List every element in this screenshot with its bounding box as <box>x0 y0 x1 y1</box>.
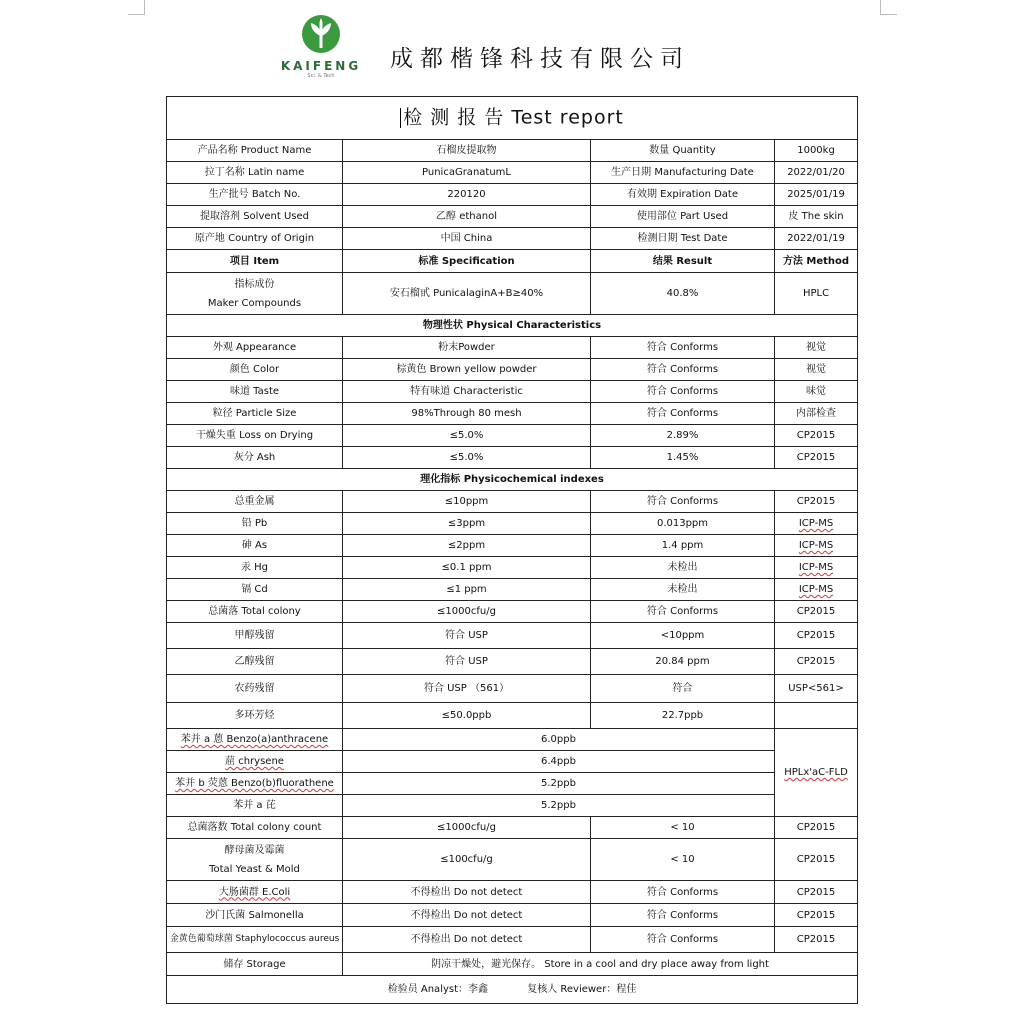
column-header-item: 项目 Item <box>167 250 343 273</box>
method-cell: USP<561> <box>775 675 858 703</box>
logo-subtext: Sci. & Tech <box>307 73 335 79</box>
spec-cell: 符合 USP <box>343 649 591 675</box>
table-row <box>167 359 858 381</box>
column-header-row <box>167 250 858 273</box>
result-cell: 符合 Conforms <box>591 381 775 403</box>
table-row <box>167 557 858 579</box>
method-cell <box>775 703 858 729</box>
table-row <box>167 881 858 904</box>
pah-result: 5.2ppb <box>343 773 775 795</box>
item-cell: 总菌落数 Total colony count <box>167 817 343 839</box>
method-cell: CP2015 <box>775 447 858 469</box>
spec-cell: 98%Through 80 mesh <box>343 403 591 425</box>
info-label: 生产日期 Manufacturing Date <box>591 162 775 184</box>
result-cell: <10ppm <box>591 623 775 649</box>
info-value: 石榴皮提取物 <box>343 140 591 162</box>
spec-cell: ≤2ppm <box>343 535 591 557</box>
pah-result: 6.4ppb <box>343 751 775 773</box>
storage-value: 阴凉干燥处，避光保存。 Store in a cool and dry place away from light <box>343 953 858 976</box>
spec-cell: ≤0.1 ppm <box>343 557 591 579</box>
pah-item: 苯并 a 蒽 Benzo(a)anthracene <box>167 729 343 751</box>
table-row <box>167 535 858 557</box>
spec-cell: 符合 USP （561） <box>343 675 591 703</box>
info-value: 乙醇 ethanol <box>343 206 591 228</box>
table-row <box>167 491 858 513</box>
yeast-spec: ≤100cfu/g <box>343 839 591 881</box>
spec-cell: 不得检出 Do not detect <box>343 904 591 927</box>
storage-label: 储存 Storage <box>167 953 343 976</box>
pah-item: 苯并 a 芘 <box>167 795 343 817</box>
pah-row <box>167 795 858 817</box>
item-cell: 镉 Cd <box>167 579 343 601</box>
item-cell: 粒径 Particle Size <box>167 403 343 425</box>
reviewer-label: 复核人 Reviewer：程佳 <box>527 984 637 995</box>
marker-item <box>167 273 343 315</box>
pah-row <box>167 773 858 795</box>
item-cell: 颜色 Color <box>167 359 343 381</box>
result-cell: 1.4 ppm <box>591 535 775 557</box>
info-value: 2025/01/19 <box>775 184 858 206</box>
test-report-table <box>166 96 858 1004</box>
spec-cell: 符合 USP <box>343 623 591 649</box>
marker-compounds-row <box>167 273 858 315</box>
info-label: 生产批号 Batch No. <box>167 184 343 206</box>
result-cell: 符合 Conforms <box>591 359 775 381</box>
spec-cell: ≤10ppm <box>343 491 591 513</box>
info-label: 拉丁名称 Latin name <box>167 162 343 184</box>
item-cell: 干燥失重 Loss on Drying <box>167 425 343 447</box>
table-row <box>167 403 858 425</box>
item-cell: 金黄色葡萄球菌 Staphylococcus aureus <box>167 927 343 953</box>
item-cell: 总重金属 <box>167 491 343 513</box>
method-cell: ICP-MS <box>775 535 858 557</box>
analyst-label: 检验员 Analyst：李鑫 <box>387 984 489 995</box>
method-cell: ICP-MS <box>775 579 858 601</box>
table-row <box>167 447 858 469</box>
method-cell: CP2015 <box>775 817 858 839</box>
table-row <box>167 623 858 649</box>
column-header-spec: 标准 Specification <box>343 250 591 273</box>
info-value: 1000kg <box>775 140 858 162</box>
company-name: 成都楷锋科技有限公司 <box>390 46 690 72</box>
marker-spec: 安石榴甙 PunicalaginA+B≥40% <box>343 273 591 315</box>
method-cell: CP2015 <box>775 623 858 649</box>
pah-result: 5.2ppb <box>343 795 775 817</box>
yeast-method: CP2015 <box>775 839 858 881</box>
table-row <box>167 381 858 403</box>
result-cell: 符合 Conforms <box>591 491 775 513</box>
info-value: 皮 The skin <box>775 206 858 228</box>
table-row <box>167 579 858 601</box>
info-label: 原产地 Country of Origin <box>167 228 343 250</box>
info-label: 使用部位 Part Used <box>591 206 775 228</box>
table-row <box>167 675 858 703</box>
result-cell: 20.84 ppm <box>591 649 775 675</box>
marker-item-en: Maker Compounds <box>207 297 302 309</box>
logo-text: KAIFENG <box>280 59 362 73</box>
table-row <box>167 601 858 623</box>
marker-item-cn: 指标成份 <box>234 278 275 290</box>
table-row <box>167 649 858 675</box>
item-cell: 灰分 Ash <box>167 447 343 469</box>
spec-cell: 粉末Powder <box>343 337 591 359</box>
signature-cell <box>167 976 858 1004</box>
pah-item: 苯并 b 荧蒽 Benzo(b)fluorathene <box>167 773 343 795</box>
item-cell: 沙门氏菌 Salmonella <box>167 904 343 927</box>
spec-cell: 特有味道 Characteristic <box>343 381 591 403</box>
marker-method: HPLC <box>775 273 858 315</box>
table-row <box>167 927 858 953</box>
signature-row <box>167 976 858 1004</box>
report-title[interactable]: 检 测 报 告 Test report <box>167 97 858 140</box>
item-cell: 外观 Appearance <box>167 337 343 359</box>
yeast-mold-row <box>167 839 858 881</box>
info-row <box>167 206 858 228</box>
result-cell: 符合 Conforms <box>591 337 775 359</box>
yeast-item <box>167 839 343 881</box>
result-cell: 1.45% <box>591 447 775 469</box>
pah-method: HPLx'aC-FLD <box>775 729 858 817</box>
method-cell: CP2015 <box>775 927 858 953</box>
info-value: PunicaGranatumL <box>343 162 591 184</box>
table-row <box>167 817 858 839</box>
item-cell: 多环芳烃 <box>167 703 343 729</box>
column-header-result: 结果 Result <box>591 250 775 273</box>
method-cell: 味觉 <box>775 381 858 403</box>
pah-row <box>167 729 858 751</box>
table-row <box>167 904 858 927</box>
spec-cell: 不得检出 Do not detect <box>343 927 591 953</box>
result-cell: < 10 <box>591 817 775 839</box>
result-cell: 未检出 <box>591 579 775 601</box>
info-row <box>167 228 858 250</box>
pah-item: 䓛 chrysene <box>167 751 343 773</box>
item-cell: 甲醇残留 <box>167 623 343 649</box>
method-cell: CP2015 <box>775 491 858 513</box>
method-cell: CP2015 <box>775 649 858 675</box>
method-cell: CP2015 <box>775 881 858 904</box>
info-label: 数量 Quantity <box>591 140 775 162</box>
info-value: 2022/01/19 <box>775 228 858 250</box>
table-row <box>167 425 858 447</box>
marker-result: 40.8% <box>591 273 775 315</box>
result-cell: 0.013ppm <box>591 513 775 535</box>
table-row <box>167 703 858 729</box>
result-cell: 22.7ppb <box>591 703 775 729</box>
info-row <box>167 184 858 206</box>
leaf-logo-icon <box>301 14 341 58</box>
result-cell: 符合 Conforms <box>591 601 775 623</box>
result-cell: 未检出 <box>591 557 775 579</box>
item-cell: 乙醇残留 <box>167 649 343 675</box>
spec-cell: ≤5.0% <box>343 447 591 469</box>
section-chemical: 理化指标 Physicochemical indexes <box>167 469 858 491</box>
item-cell: 大肠菌群 E.Coli <box>167 881 343 904</box>
spec-cell: 不得检出 Do not detect <box>343 881 591 904</box>
pah-row <box>167 751 858 773</box>
item-cell: 农药残留 <box>167 675 343 703</box>
info-value: 中国 China <box>343 228 591 250</box>
pah-result: 6.0ppb <box>343 729 775 751</box>
yeast-item-en: Total Yeast & Mold <box>209 863 300 875</box>
method-cell: ICP-MS <box>775 513 858 535</box>
info-label: 检测日期 Test Date <box>591 228 775 250</box>
method-cell: CP2015 <box>775 601 858 623</box>
method-cell: CP2015 <box>775 904 858 927</box>
spec-cell: 棕黄色 Brown yellow powder <box>343 359 591 381</box>
info-value: 2022/01/20 <box>775 162 858 184</box>
section-physical: 物理性状 Physical Characteristics <box>167 315 858 337</box>
result-cell: 符合 Conforms <box>591 403 775 425</box>
item-cell: 汞 Hg <box>167 557 343 579</box>
method-cell: CP2015 <box>775 425 858 447</box>
result-cell: 符合 Conforms <box>591 927 775 953</box>
method-cell: 视觉 <box>775 337 858 359</box>
method-cell: 视觉 <box>775 359 858 381</box>
result-cell: 符合 <box>591 675 775 703</box>
info-row <box>167 140 858 162</box>
column-header-method: 方法 Method <box>775 250 858 273</box>
method-cell: 内部检查 <box>775 403 858 425</box>
spec-cell: ≤50.0ppb <box>343 703 591 729</box>
result-cell: 符合 Conforms <box>591 881 775 904</box>
spec-cell: ≤1000cfu/g <box>343 601 591 623</box>
info-row <box>167 162 858 184</box>
text-cursor <box>400 108 401 128</box>
table-row <box>167 513 858 535</box>
item-cell: 砷 As <box>167 535 343 557</box>
yeast-item-cn: 酵母菌及霉菌 <box>224 844 285 856</box>
spec-cell: ≤1000cfu/g <box>343 817 591 839</box>
storage-row <box>167 953 858 976</box>
info-label: 产品名称 Product Name <box>167 140 343 162</box>
item-cell: 总菌落 Total colony <box>167 601 343 623</box>
info-label: 提取溶剂 Solvent Used <box>167 206 343 228</box>
method-cell: ICP-MS <box>775 557 858 579</box>
result-cell: 符合 Conforms <box>591 904 775 927</box>
company-logo <box>280 14 362 88</box>
info-label: 有效期 Expiration Date <box>591 184 775 206</box>
item-cell: 铅 Pb <box>167 513 343 535</box>
yeast-result: < 10 <box>591 839 775 881</box>
spec-cell: ≤5.0% <box>343 425 591 447</box>
item-cell: 味道 Taste <box>167 381 343 403</box>
document-header <box>0 0 1024 96</box>
info-value: 220120 <box>343 184 591 206</box>
spec-cell: ≤1 ppm <box>343 579 591 601</box>
table-row <box>167 337 858 359</box>
spec-cell: ≤3ppm <box>343 513 591 535</box>
result-cell: 2.89% <box>591 425 775 447</box>
